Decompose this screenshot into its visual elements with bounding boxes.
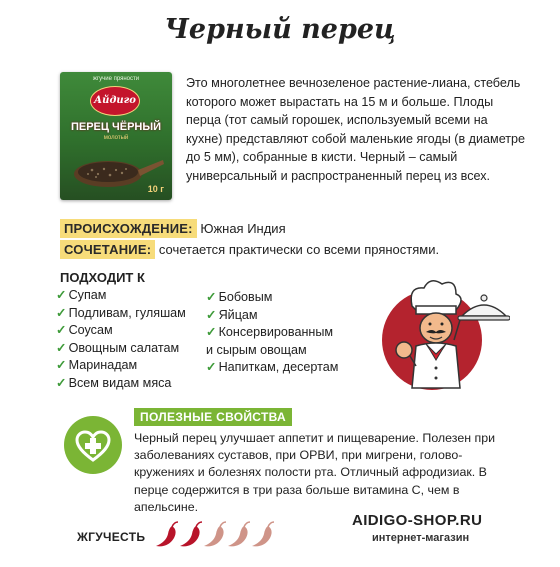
brand-logo: Айдиго xyxy=(90,86,140,116)
shop-tagline: интернет-магазин xyxy=(372,532,470,544)
list-item: ✓ Бобовым xyxy=(206,290,273,304)
origin-label: ПРОИСХОЖДЕНИЕ: xyxy=(60,219,197,238)
checkmark-icon: ✓ xyxy=(206,325,217,339)
list-item: ✓ Овощным салатам xyxy=(56,340,180,355)
list-item: ✓ Соусам xyxy=(56,323,113,337)
uses-list-right xyxy=(206,289,338,377)
chili-pepper-icon xyxy=(204,522,226,546)
checkmark-icon: ✓ xyxy=(206,307,217,322)
product-package-image xyxy=(60,72,172,200)
chili-pepper-icon xyxy=(180,522,202,546)
list-item: ✓ Всем видам мяса xyxy=(56,375,172,390)
checkmark-icon: ✓ xyxy=(206,360,217,374)
list-item: и сырым овощам xyxy=(206,342,307,357)
list-item: ✓ Подливам, гуляшам xyxy=(56,305,186,320)
intro-description: Это многолетнее вечнозеленое растение-лиана, стебель которого может вырастать на 15 м и больше. Плоды перца (тот самый горошек, используемый всеми на кухне) представляют собой маленькие ягоды (в диаметре до 5 мм), собранные в кисти. Черный – самый универсальный и распространенный перец из всех. xyxy=(186,76,526,183)
pack-weight: 10 г xyxy=(147,184,164,194)
benefits-heading: ПОЛЕЗНЫЕ СВОЙСТВА xyxy=(134,408,292,426)
page-title: Черный перец xyxy=(164,14,396,45)
chili-pepper-icon xyxy=(156,522,178,546)
pack-subtitle: жгучие пряности xyxy=(92,76,140,82)
checkmark-icon: ✓ xyxy=(56,375,67,390)
pairing-row xyxy=(60,240,439,259)
checkmark-icon: ✓ xyxy=(56,288,67,302)
checkmark-icon: ✓ xyxy=(56,323,67,337)
pack-variant: молотый xyxy=(103,135,129,141)
shop-site[interactable]: AIDIGO-SHOP.RU xyxy=(352,512,483,529)
uses-list-left xyxy=(56,287,186,392)
list-item: ✓ Консервированным xyxy=(206,325,334,339)
heat-label: ЖГУЧЕСТЬ xyxy=(77,530,146,544)
chili-pepper-icon xyxy=(228,522,250,546)
origin-row xyxy=(60,219,286,238)
chili-pepper-icon xyxy=(252,522,274,546)
benefits-description: Черный перец улучшает аппетит и пищеварение. Полезен при заболеваниях суставов, при ОРВИ, при мигрени, голово-кружениях и болезнях полости рта. Отличный афродизиак. В перце содержится в три раза больше витамина С, чем в апельсине. xyxy=(134,431,496,514)
pack-product-name: ПЕРЕЦ ЧЁРНЫЙ xyxy=(70,121,162,133)
checkmark-icon: ✓ xyxy=(56,358,67,372)
checkmark-icon: ✓ xyxy=(206,290,217,304)
checkmark-icon: ✓ xyxy=(56,340,67,355)
origin-value: Южная Индия xyxy=(200,221,286,236)
health-heart-icon xyxy=(64,416,122,474)
heat-scale xyxy=(152,520,302,550)
list-item: ✓ Яйцам xyxy=(206,307,258,322)
pairing-label: СОЧЕТАНИЕ: xyxy=(60,240,155,259)
pairing-value: сочетается практически со всеми пряностями. xyxy=(158,242,440,257)
uses-heading: ПОДХОДИТ К xyxy=(60,270,145,285)
list-item: ✓ Напиткам, десертам xyxy=(206,360,339,374)
list-item: ✓ Маринадам xyxy=(56,358,138,372)
chef-icon xyxy=(380,276,510,394)
list-item: ✓ Супам xyxy=(56,288,107,302)
checkmark-icon: ✓ xyxy=(56,305,67,320)
